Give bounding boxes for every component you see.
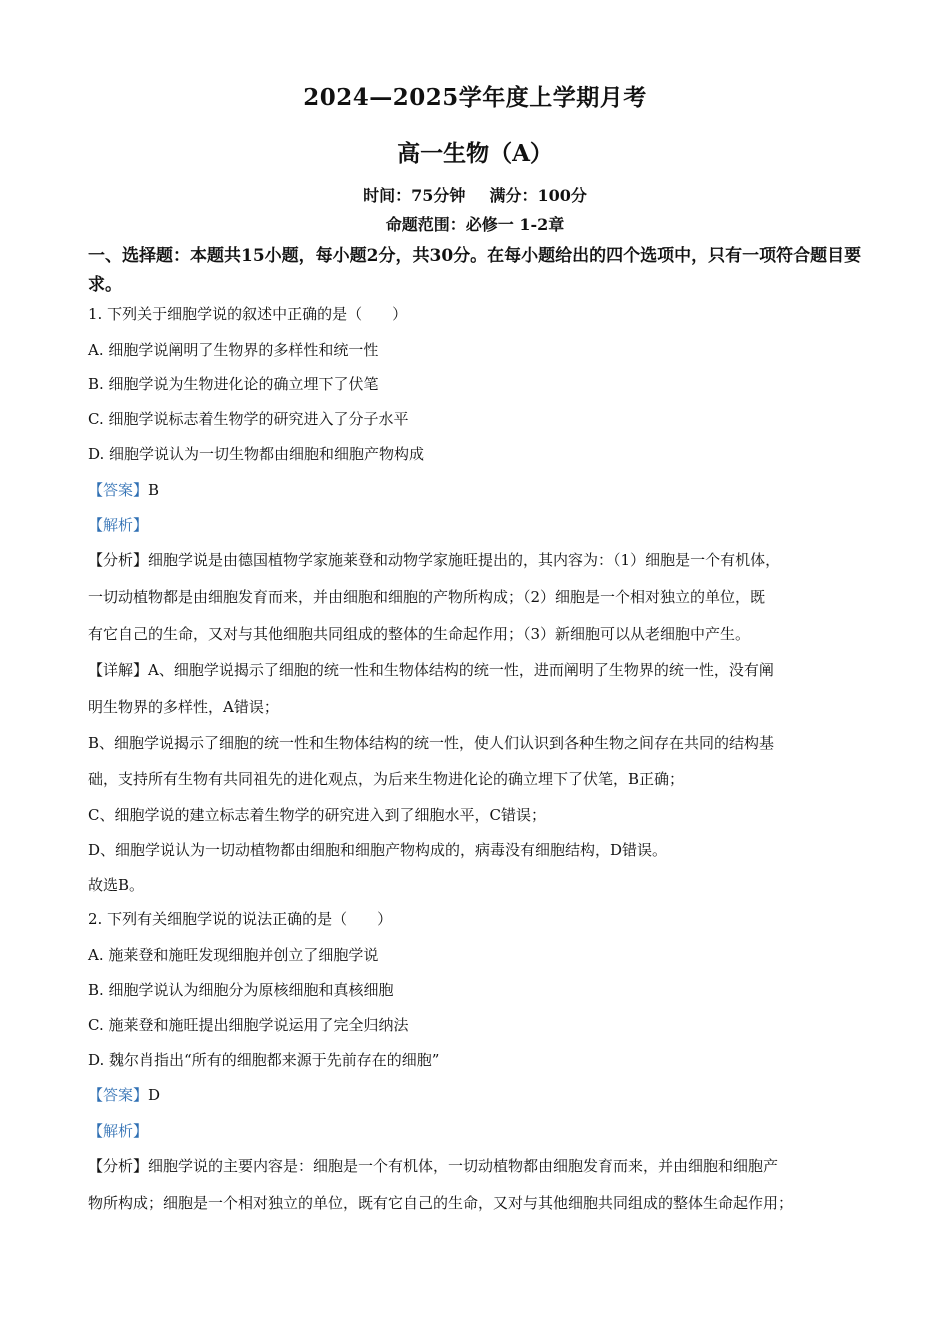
question-1-answer xyxy=(88,479,872,501)
analysis-tag: 【解析】 xyxy=(88,516,149,534)
question-1-fenxi-line-1 xyxy=(88,549,872,571)
exam-meta-time-score xyxy=(0,184,950,208)
question-1-option-c: C. 细胞学说标志着生物学的研究进入了分子水平 xyxy=(88,410,409,428)
question-2-answer-value: D xyxy=(148,1086,161,1104)
question-1-conclusion: 故选B。 xyxy=(88,876,145,894)
question-1-fenxi-line-3: 有它自己的生命，又对与其他细胞共同组成的整体的生命起作用；（3）新细胞可以从老细胞中产生。 xyxy=(88,625,751,643)
question-2-option-a: A. 施莱登和施旺发现细胞并创立了细胞学说 xyxy=(88,946,379,964)
exam-subtitle: 高一生物（A） xyxy=(397,140,553,167)
question-2-option-d: D. 魏尔肖指出“所有的细胞都来源于先前存在的细胞” xyxy=(88,1051,440,1069)
fenxi-text: 细胞学说的主要内容是：细胞是一个有机体，一切动植物都由细胞发育而来，并由细胞和细胞产 xyxy=(148,1157,779,1175)
question-1-xiangjie-line-6: D、细胞学说认为一切动植物都由细胞和细胞产物构成的，病毒没有细胞结构，D错误。 xyxy=(88,841,668,859)
question-2-stem: 2. 下列有关细胞学说的说法正确的是（ ） xyxy=(88,910,393,928)
question-1-xiangjie-line-4: 础，支持所有生物有共同祖先的进化观点，为后来生物进化论的确立埋下了伏笔，B正确； xyxy=(88,770,685,788)
question-1-xiangjie-line-1 xyxy=(88,659,872,681)
question-2-fenxi-line-1 xyxy=(88,1155,872,1177)
fenxi-tag: 【分析】 xyxy=(88,1157,149,1175)
fenxi-tag: 【分析】 xyxy=(88,551,149,569)
question-2-option-b: B. 细胞学说认为细胞分为原核细胞和真核细胞 xyxy=(88,981,394,999)
question-1-xiangjie-line-2: 明生物界的多样性，A错误； xyxy=(88,698,279,716)
answer-tag: 【答案】 xyxy=(88,481,149,499)
question-1-analysis-tag xyxy=(88,514,872,536)
xiangjie-text: A、细胞学说揭示了细胞的统一性和生物体结构的统一性，进而阐明了生物界的统一性，没有阐 xyxy=(148,661,774,679)
answer-tag: 【答案】 xyxy=(88,1086,149,1104)
question-2-option-c: C. 施莱登和施旺提出细胞学说运用了完全归纳法 xyxy=(88,1016,409,1034)
question-1-option-b: B. 细胞学说为生物进化论的确立埋下了伏笔 xyxy=(88,375,379,393)
xiangjie-tag: 【详解】 xyxy=(88,661,149,679)
question-2-analysis-tag xyxy=(88,1120,872,1142)
question-2-fenxi-line-2: 物所构成；细胞是一个相对独立的单位，既有它自己的生命，又对与其他细胞共同组成的整体生命起作用； xyxy=(88,1194,794,1212)
question-1-option-d: D. 细胞学说认为一切生物都由细胞和细胞产物构成 xyxy=(88,445,425,463)
question-2-answer xyxy=(88,1084,872,1106)
question-1-option-a: A. 细胞学说阐明了生物界的多样性和统一性 xyxy=(88,341,379,359)
question-1-xiangjie-line-3: B、细胞学说揭示了细胞的统一性和生物体结构的统一性，使人们认识到各种生物之间存在共同的结构基 xyxy=(88,734,775,752)
fenxi-text: 细胞学说是由德国植物学家施莱登和动物学家施旺提出的，其内容为：（1）细胞是一个有机体， xyxy=(148,551,781,569)
question-1-answer-value: B xyxy=(148,481,160,499)
exam-title: 2024—2025学年度上学期月考 xyxy=(303,84,647,111)
section-heading: 一、选择题：本题共15小题，每小题2分，共30分。在每小题给出的四个选项中，只有一项符合题目要求。 xyxy=(88,246,862,295)
exam-time: 时间：75分钟 xyxy=(363,186,466,205)
question-1-fenxi-line-2: 一切动植物都是由细胞发育而来，并由细胞和细胞的产物所构成；（2）细胞是一个相对独立的单位，既 xyxy=(88,588,766,606)
analysis-tag: 【解析】 xyxy=(88,1122,149,1140)
exam-score: 满分：100分 xyxy=(489,186,587,205)
question-1-stem: 1. 下列关于细胞学说的叙述中正确的是（ ） xyxy=(88,305,408,323)
question-1-xiangjie-line-5: C、细胞学说的建立标志着生物学的研究进入到了细胞水平，C错误； xyxy=(88,806,546,824)
exam-scope: 命题范围：必修一 1-2章 xyxy=(385,215,565,234)
